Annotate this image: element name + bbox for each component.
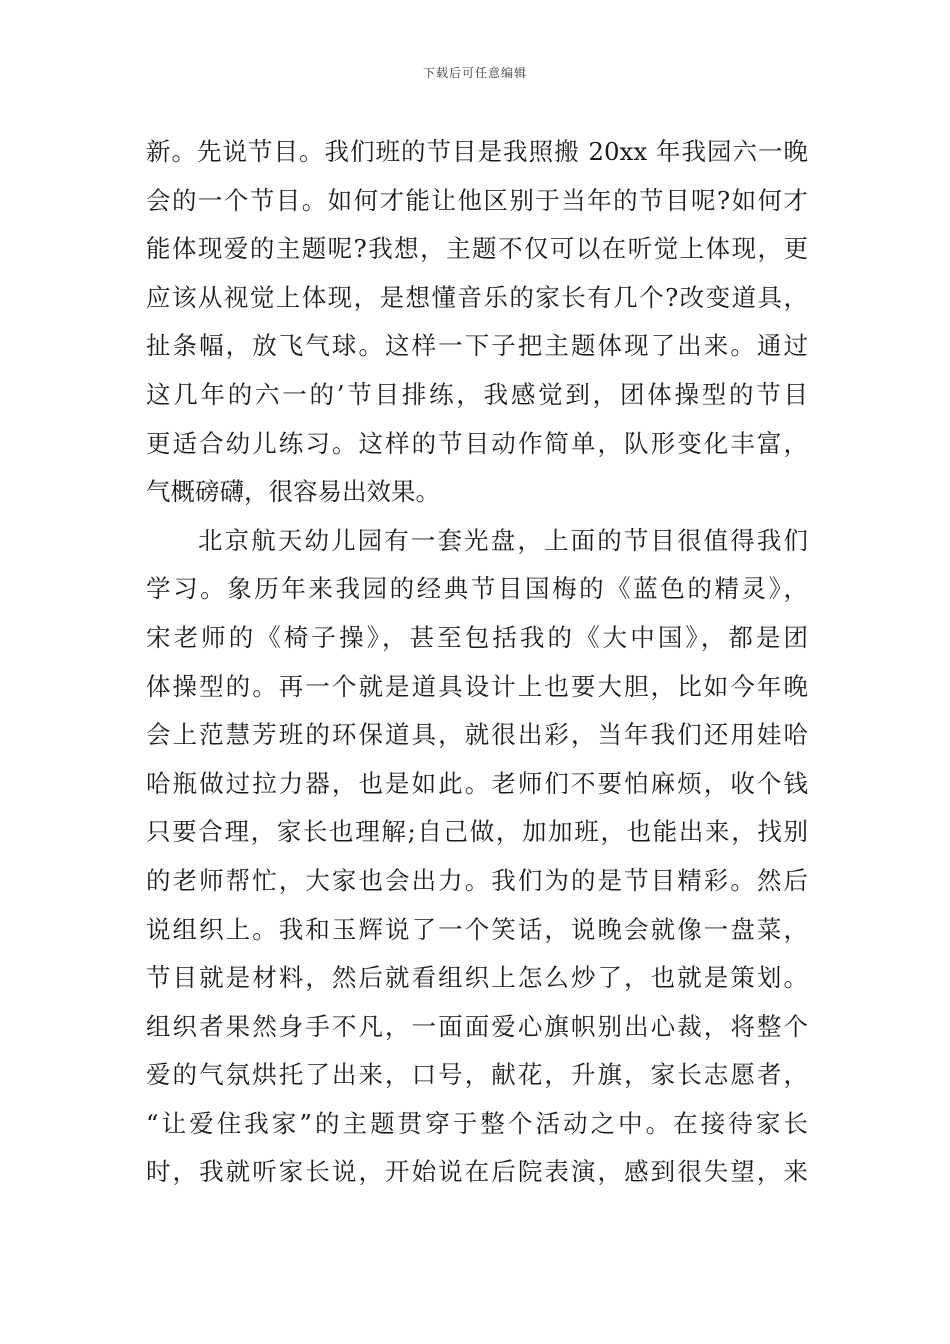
text-line: 只要合理，家长也理解;自己做，加加班，也能出来，找别 (146, 817, 808, 847)
text-line: 能体现爱的主题呢?我想，主题不仅可以在听觉上体现，更 (146, 234, 808, 264)
text-line: 会上范慧芳班的环保道具，就很出彩，当年我们还用娃哈 (146, 720, 808, 750)
text-line: 气概磅礴，很容易出效果。 (146, 477, 440, 507)
text-line: 北京航天幼儿园有一套光盘，上面的节目很值得我们 (198, 525, 808, 555)
document-body (146, 128, 808, 1197)
text-line: 更适合幼儿练习。这样的节目动作简单，队形变化丰富， (146, 428, 808, 458)
text-line: 宋老师的《椅子操》，甚至包括我的《大中国》，都是团 (146, 622, 808, 652)
text-line: 说组织上。我和玉辉说了一个笑话，说晚会就像一盘菜， (146, 914, 808, 944)
text-line: 的老师帮忙，大家也会出力。我们为的是节目精彩。然后 (146, 865, 808, 895)
text-line: 扯条幅，放飞气球。这样一下子把主题体现了出来。通过 (146, 331, 808, 361)
page-header: 下载后可任意编辑 (422, 66, 527, 80)
text-line: “让爱住我家”的主题贯穿于整个活动之中。在接待家长 (146, 1108, 808, 1138)
text-line: 组织者果然身手不凡，一面面爱心旗帜别出心裁，将整个 (146, 1011, 808, 1041)
text-line: 体操型的。再一个就是道具设计上也要大胆，比如今年晚 (146, 671, 808, 701)
text-line: 这几年的六一的’节目排练，我感觉到，团体操型的节目 (146, 379, 808, 409)
text-line: 节目就是材料，然后就看组织上怎么炒了，也就是策划。 (146, 963, 808, 993)
text-line: 会的一个节目。如何才能让他区别于当年的节目呢?如何才 (146, 185, 808, 215)
text-line: 学习。象历年来我园的经典节目国梅的《蓝色的精灵》， (146, 574, 808, 604)
text-line: 应该从视觉上体现，是想懂音乐的家长有几个?改变道具， (146, 282, 808, 312)
text-line: 时，我就听家长说，开始说在后院表演，感到很失望，来 (146, 1157, 808, 1187)
text-line: 新。先说节目。我们班的节目是我照搬 20xx 年我园六一晚 (146, 137, 808, 166)
paragraph-1 (146, 128, 808, 517)
text-line: 哈瓶做过拉力器，也是如此。老师们不要怕麻烦，收个钱 (146, 768, 808, 798)
paragraph-2 (146, 517, 808, 1197)
text-line: 爱的气氛烘托了出来，口号，献花，升旗，家长志愿者， (146, 1060, 808, 1090)
